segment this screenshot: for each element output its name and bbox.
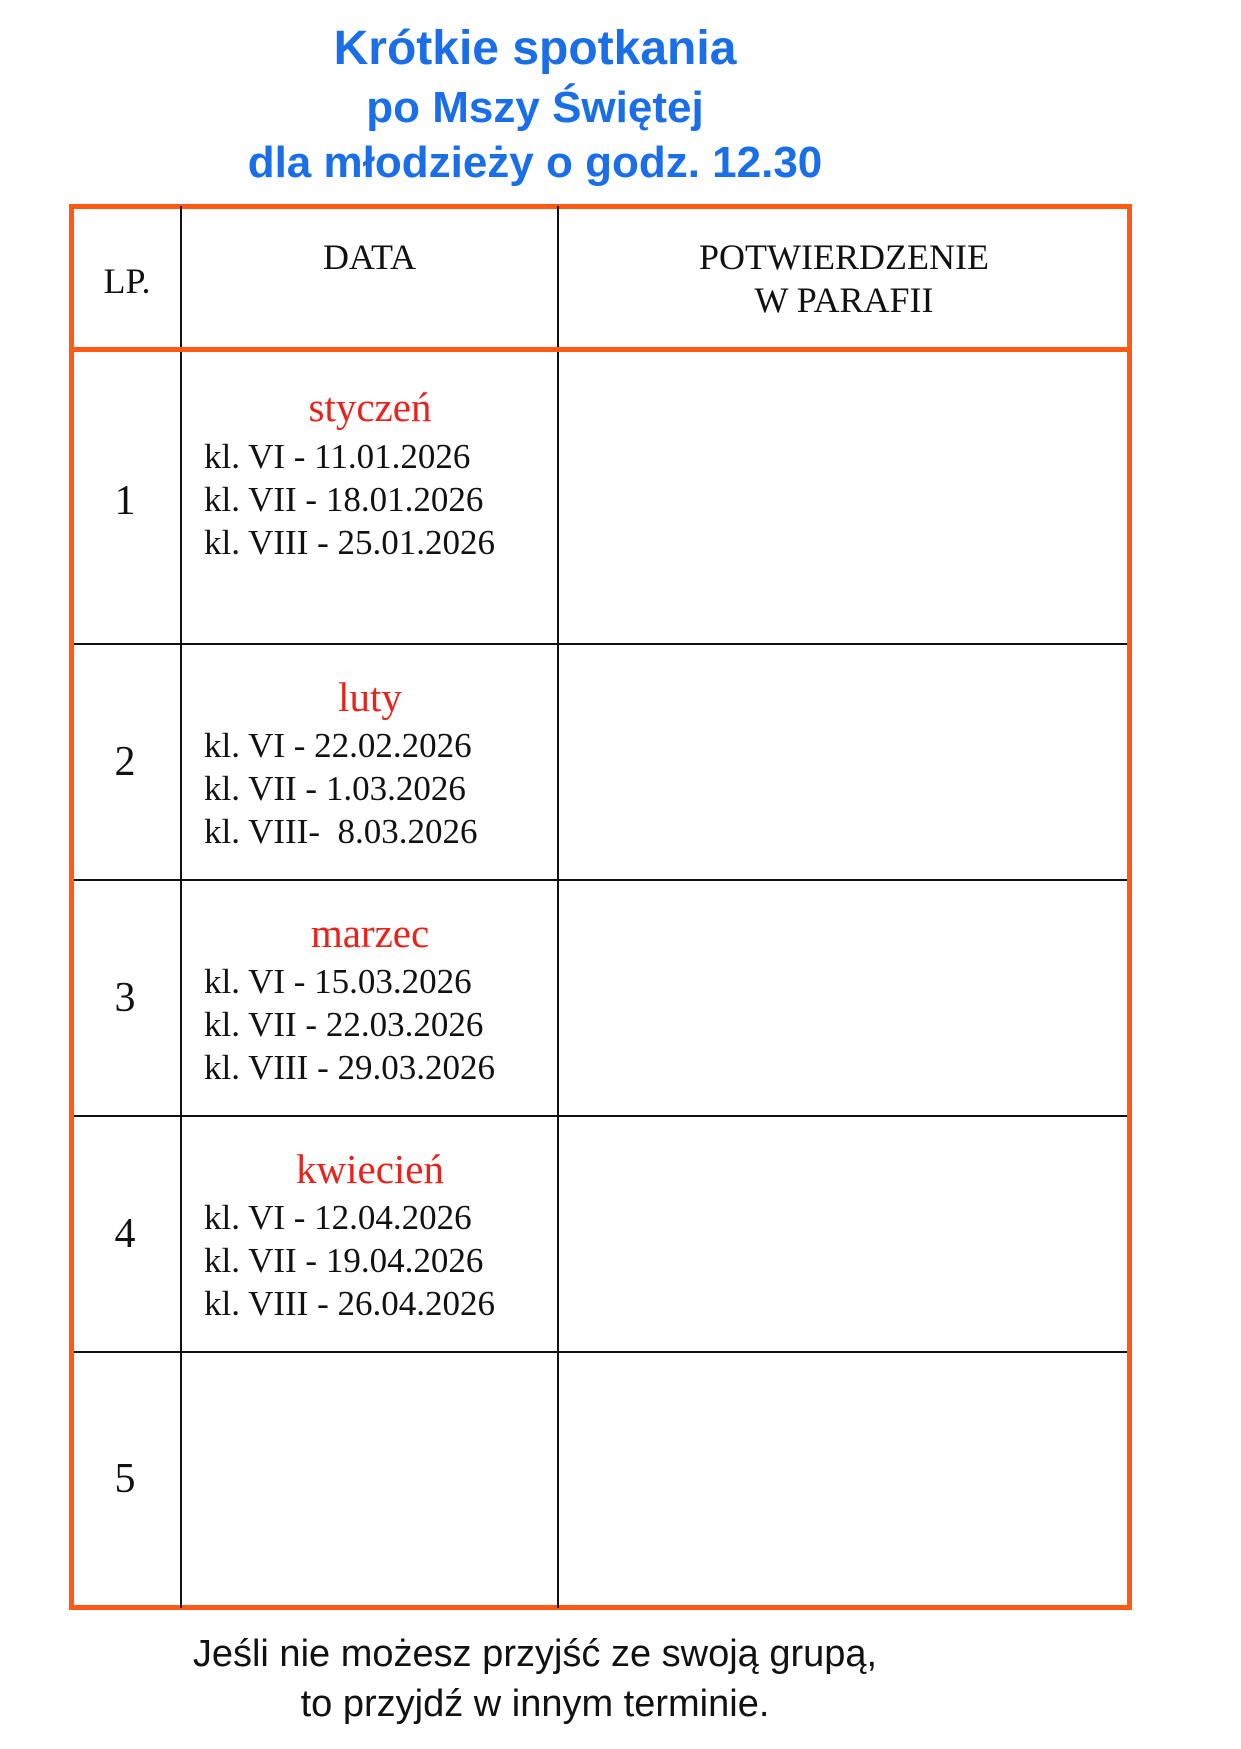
row-number: 3	[114, 975, 136, 1021]
class-date: kl. VIII - 26.04.2026	[204, 1284, 495, 1323]
class-date: kl. VI - 11.01.2026	[204, 437, 471, 476]
header-lp: LP.	[103, 261, 151, 301]
header-divider	[71, 347, 1130, 352]
class-date: kl. VIII- 8.03.2026	[204, 812, 478, 851]
class-date: kl. VII - 19.04.2026	[204, 1241, 484, 1280]
row-number: 4	[114, 1211, 136, 1257]
month-label: luty	[338, 674, 402, 720]
header-confirmation-line1: POTWIERDZENIE	[699, 237, 989, 277]
footer-note-line1: Jeśli nie możesz przyjść ze swoją grupą,	[192, 1633, 878, 1675]
class-date: kl. VII - 18.01.2026	[204, 480, 484, 519]
month-label: marzec	[310, 910, 430, 956]
row-divider	[74, 643, 1127, 645]
class-date: kl. VI - 22.02.2026	[204, 726, 472, 765]
month-label: kwiecień	[296, 1146, 444, 1192]
month-label: styczeń	[308, 384, 432, 430]
row-divider	[74, 879, 1127, 881]
class-date: kl. VII - 1.03.2026	[204, 769, 466, 808]
row-divider	[74, 1115, 1127, 1117]
row-number: 5	[114, 1456, 136, 1502]
footer-note-line2: to przyjdź w innym terminie.	[300, 1683, 770, 1725]
class-date: kl. VIII - 29.03.2026	[204, 1048, 495, 1087]
class-date: kl. VI - 12.04.2026	[204, 1198, 472, 1237]
class-date: kl. VII - 22.03.2026	[204, 1005, 484, 1044]
class-date: kl. VI - 15.03.2026	[204, 962, 472, 1001]
row-number: 1	[114, 478, 136, 524]
class-date: kl. VIII - 25.01.2026	[204, 523, 495, 562]
page-subtitle: po Mszy Świętej	[366, 83, 704, 132]
page-subtitle-time: dla młodzieży o godz. 12.30	[247, 138, 823, 187]
header-data: DATA	[322, 237, 417, 277]
row-divider	[74, 1351, 1127, 1353]
row-number: 2	[114, 739, 136, 785]
header-confirmation-line2: W PARAFII	[754, 280, 934, 320]
page-title: Krótkie spotkania	[333, 22, 737, 75]
